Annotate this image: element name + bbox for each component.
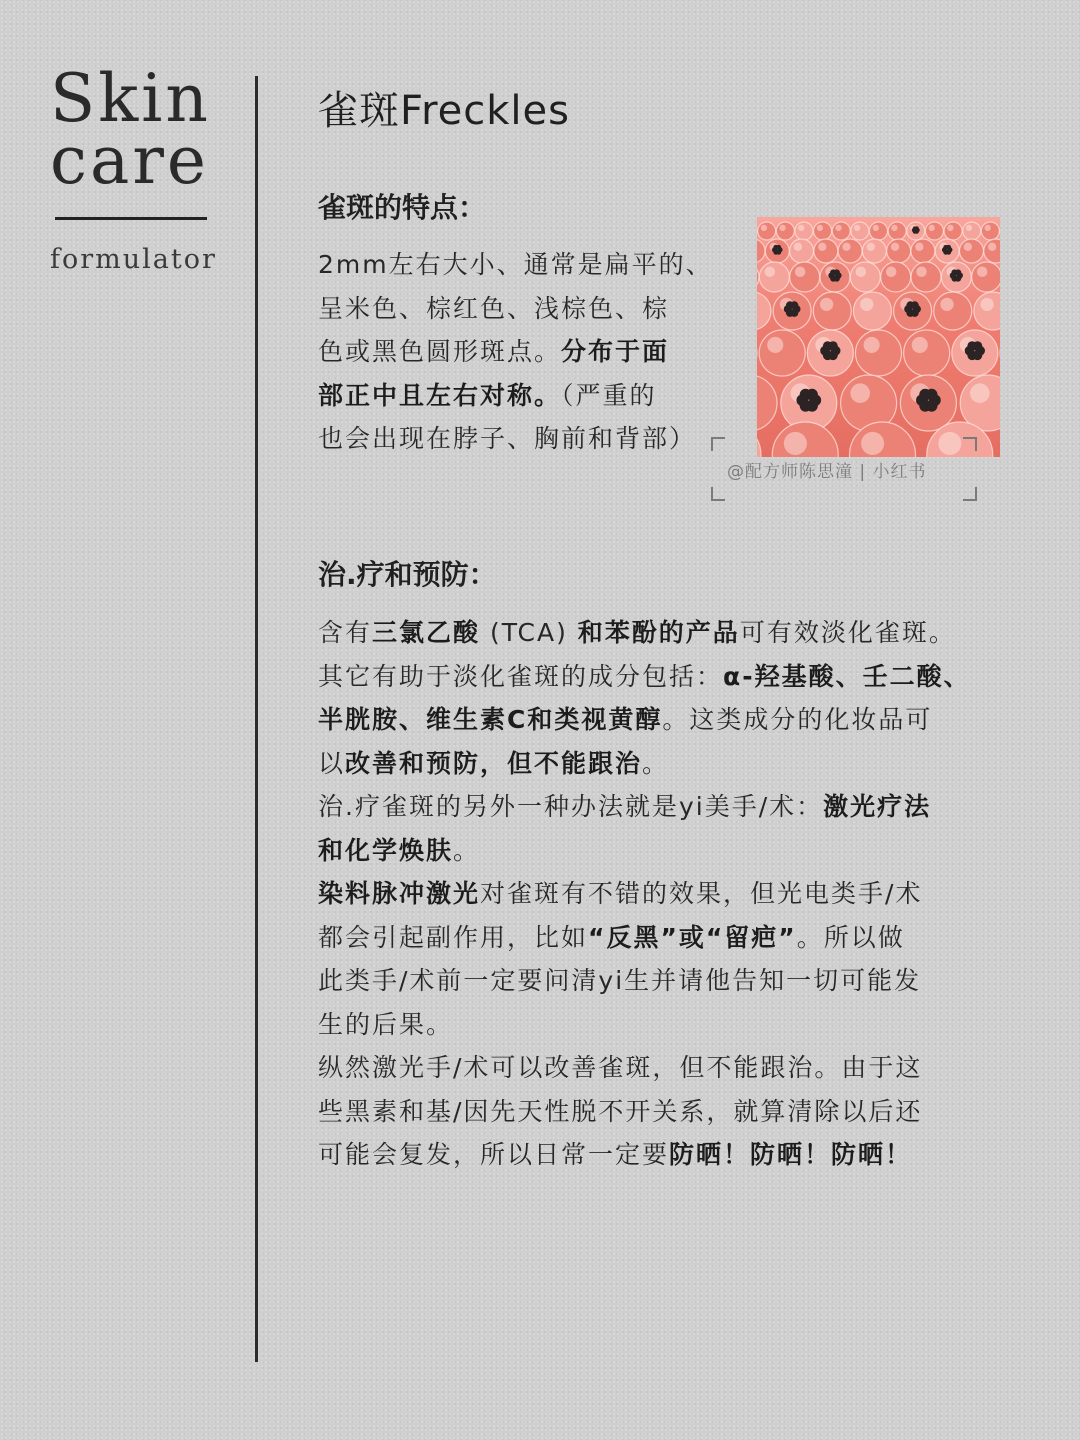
text-line <box>318 959 971 1003</box>
cell-highlight <box>886 267 897 278</box>
text-run: 。所以做 <box>796 922 905 952</box>
bold-text: 分布于面 <box>561 337 670 366</box>
cell-highlight <box>912 337 928 353</box>
vertical-divider <box>255 76 258 1362</box>
bold-text: 激光疗法 <box>823 792 932 821</box>
skin-cell <box>838 239 862 263</box>
skin-cell <box>862 239 886 263</box>
cell-highlight <box>779 225 785 231</box>
skin-cell <box>904 330 950 376</box>
skin-cell-image <box>757 217 1000 457</box>
text-run: 可有效淡化雀斑。 <box>739 618 956 647</box>
text-line <box>318 417 713 461</box>
cell-highlight <box>856 267 867 278</box>
skin-cell <box>887 239 911 263</box>
cell-highlight <box>867 243 875 251</box>
cell-highlight <box>940 298 953 311</box>
text-line <box>318 698 971 742</box>
cell-highlight <box>860 298 873 311</box>
bold-text: α-羟基酸、壬二酸、 <box>723 661 971 691</box>
skin-cell <box>963 222 981 240</box>
cell-highlight <box>798 225 804 231</box>
cell-highlight <box>873 225 879 231</box>
text-line <box>318 330 713 374</box>
skin-cell <box>984 239 1000 263</box>
bold-text: 染料脉冲激光 <box>318 879 481 908</box>
skin-cell <box>851 222 869 240</box>
features-heading: 雀斑的特点： <box>318 191 487 224</box>
skin-cell <box>934 292 972 330</box>
text-run: 生的后果。 <box>318 1009 454 1039</box>
bold-text: 改善和预防，但不能跟治 <box>345 748 643 778</box>
skin-cell <box>925 222 943 240</box>
frame-corner-top-left <box>711 437 725 451</box>
bold-text: “反黑”或“留疤” <box>588 922 797 952</box>
skin-cell <box>856 330 902 376</box>
bold-text: 和苯酚的产品 <box>577 618 740 647</box>
cell-highlight <box>795 267 806 278</box>
skin-cell <box>832 222 850 240</box>
text-run: （严重的 <box>561 380 657 410</box>
text-line <box>318 1003 971 1047</box>
cell-highlight <box>915 243 923 251</box>
skin-cell <box>911 262 941 292</box>
text-run: 含有 <box>318 618 373 647</box>
skin-cell <box>814 239 838 263</box>
text-run: (TCA) <box>480 618 578 647</box>
cell-highlight <box>820 298 833 311</box>
cell-highlight <box>970 383 990 403</box>
text-run: 都会引起副作用，比如 <box>318 922 589 952</box>
frame-corner-bottom-left <box>711 487 725 501</box>
skin-cell <box>853 292 891 330</box>
frame-corner-top-right <box>963 437 977 451</box>
brand-title-line-skin: Skin <box>50 60 211 137</box>
cell-highlight <box>938 432 961 455</box>
text-run: 可能会复发，所以日常一定要 <box>318 1140 670 1169</box>
text-line <box>318 785 971 829</box>
text-run: 此类手/术前一定要问清yi生并请他告知一切可能发 <box>318 966 922 995</box>
skin-cell <box>790 239 814 263</box>
skin-cell <box>790 262 820 292</box>
text-run: 2mm左右大小、通常是扁平的、 <box>318 250 713 279</box>
brand-subtitle: formulator <box>50 244 217 275</box>
skin-cell <box>944 222 962 240</box>
skin-cell <box>888 222 906 240</box>
text-run: 色或黑色圆形斑点。 <box>318 337 562 366</box>
cell-highlight <box>985 225 991 231</box>
text-run: 以 <box>318 748 346 778</box>
text-run: 。这类成分的化妆品可 <box>662 705 933 734</box>
text-run: 些黑素和基/因先天性脱不开关系，就算清除以后还 <box>318 1096 923 1126</box>
bold-text: 和化学焕肤 <box>318 835 454 865</box>
skin-cell <box>959 239 983 263</box>
brand-title <box>50 60 220 199</box>
skin-cell <box>758 222 776 240</box>
cell-highlight <box>988 243 996 251</box>
skin-cell <box>850 262 880 292</box>
cell-highlight <box>929 225 935 231</box>
text-line <box>318 374 713 418</box>
cell-highlight <box>784 432 807 455</box>
cell-highlight <box>761 225 767 231</box>
text-line <box>318 1133 971 1177</box>
skin-cell <box>757 239 765 263</box>
text-line <box>318 1090 971 1134</box>
bold-text: 半胱胺、维生素C和类视黄醇 <box>318 705 663 734</box>
cell-highlight <box>977 267 988 278</box>
cell-highlight <box>835 225 841 231</box>
cell-highlight <box>891 243 899 251</box>
skin-cell <box>759 262 789 292</box>
text-line <box>318 1046 971 1090</box>
text-line <box>318 611 971 655</box>
text-line <box>318 287 713 331</box>
skin-cell <box>814 222 832 240</box>
cell-highlight <box>765 267 776 278</box>
bold-text: 防晒！防晒！防晒！ <box>669 1140 913 1169</box>
text-run: 其它有助于淡化雀斑的成分包括： <box>318 661 724 691</box>
skin-cell <box>881 262 911 292</box>
treatment-paragraph <box>318 611 971 1177</box>
skin-cell <box>795 222 813 240</box>
cell-highlight <box>818 243 826 251</box>
text-run: 。 <box>642 748 670 778</box>
watermark: @配方师陈思潼 | 小红书 <box>727 462 927 482</box>
text-run: 。 <box>453 835 481 865</box>
cell-highlight <box>794 243 802 251</box>
page-title: 雀斑Freckles <box>318 88 570 134</box>
text-run: 也会出现在脖子、胸前和背部） <box>318 424 697 453</box>
skin-cell <box>757 375 777 431</box>
bold-text: 部正中且左右对称。 <box>318 380 562 410</box>
brand-title-line-care: care <box>50 122 209 199</box>
text-line <box>318 872 971 916</box>
skin-cell <box>981 222 999 240</box>
skin-cell <box>911 239 935 263</box>
cell-highlight <box>817 225 823 231</box>
skin-cell <box>759 330 805 376</box>
skin-cell <box>776 222 794 240</box>
skin-cell <box>757 292 771 330</box>
features-paragraph <box>318 243 713 461</box>
cell-highlight <box>964 243 972 251</box>
cell-highlight <box>861 432 884 455</box>
text-run: 呈米色、棕红色、浅棕色、棕 <box>318 293 670 323</box>
treatment-heading: 治.疗和预防： <box>318 558 497 591</box>
text-line <box>318 243 713 287</box>
cell-highlight <box>842 243 850 251</box>
cell-highlight <box>767 337 783 353</box>
skin-cell <box>974 292 1000 330</box>
cell-highlight <box>864 337 880 353</box>
cell-highlight <box>966 225 972 231</box>
text-run: 对雀斑有不错的效果，但光电类手/术 <box>480 879 923 908</box>
cell-highlight <box>891 225 897 231</box>
skin-cell <box>870 222 888 240</box>
text-line <box>318 916 971 960</box>
bold-text: 三氯乙酸 <box>372 618 481 647</box>
text-line <box>318 655 971 699</box>
cell-highlight <box>854 225 860 231</box>
cell-highlight <box>947 225 953 231</box>
cell-highlight <box>916 267 927 278</box>
brand-rule <box>55 217 207 220</box>
text-line <box>318 829 971 873</box>
skin-cell <box>972 262 1000 292</box>
cell-highlight <box>850 383 870 403</box>
text-line <box>318 742 971 786</box>
text-run: 纵然激光手/术可以改善雀斑，但不能跟治。由于这 <box>318 1053 923 1082</box>
skin-cell <box>813 292 851 330</box>
frame-corner-bottom-right <box>963 487 977 501</box>
skin-cell-illustration <box>757 217 1000 457</box>
text-run: 治.疗雀斑的另外一种办法就是yi美手/术： <box>318 792 824 821</box>
skin-cell <box>757 262 759 292</box>
cell-highlight <box>981 298 994 311</box>
